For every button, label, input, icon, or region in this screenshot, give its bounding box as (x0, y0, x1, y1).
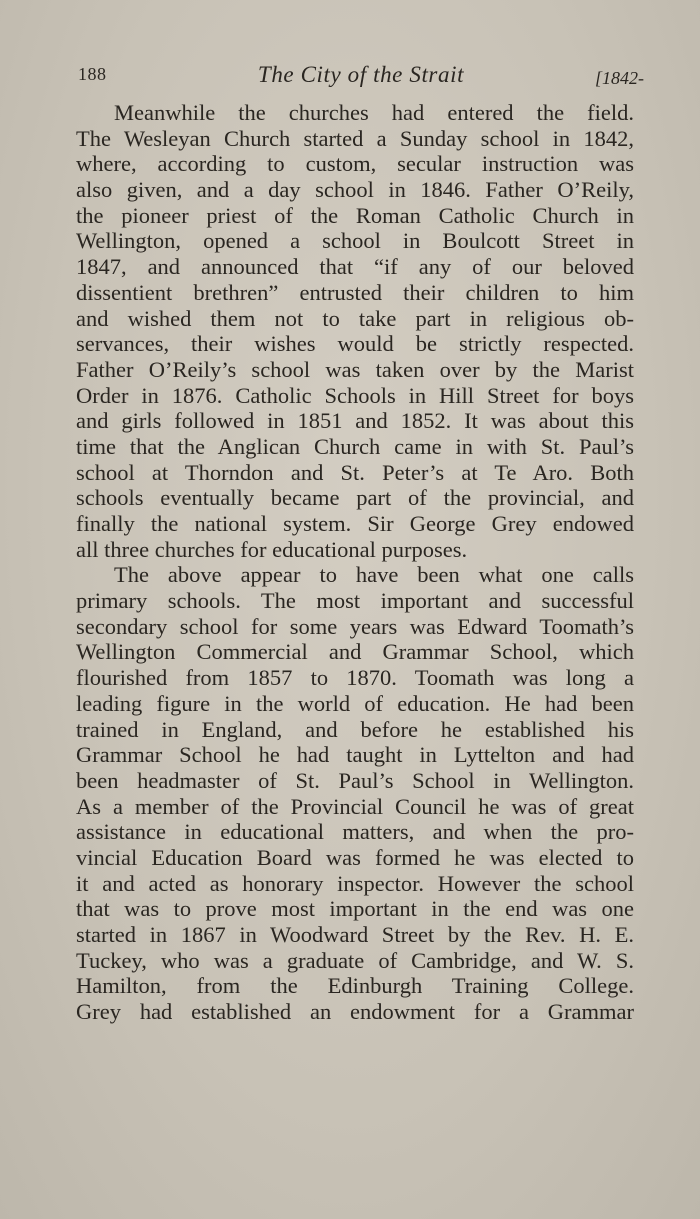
text-line: trained in England, and before he established his (76, 716, 634, 742)
page-header (78, 62, 644, 94)
text-line: leading figure in the world of education. He had been (76, 690, 634, 716)
text-line: time that the Anglican Church came in with St. Paul’s (76, 433, 634, 459)
text-line: assistance in educational matters, and when the pro- (76, 819, 634, 845)
text-line: The above appear to have been what one calls (114, 562, 634, 588)
text-line: Father O’Reily’s school was taken over by the Marist (76, 356, 634, 382)
text-line: flourished from 1857 to 1870. Toomath was long a (76, 665, 634, 691)
text-line: it and acted as honorary inspector. However the school (76, 870, 634, 896)
text-line: schools eventually became part of the provincial, and (76, 485, 634, 511)
text-line: finally the national system. Sir George Grey endowed (76, 511, 634, 536)
text-line: Grammar School he had taught in Lyttelton and had (76, 742, 634, 768)
body-text (76, 100, 634, 1025)
text-line: been headmaster of St. Paul’s School in Wellington. (76, 767, 634, 793)
text-line: Wellington, opened a school in Boulcott Street in (76, 228, 634, 254)
text-line: school at Thorndon and St. Peter’s at Te Aro. Both (76, 459, 634, 485)
text-line: Hamilton, from the Edinburgh Training College. (76, 973, 634, 999)
text-line: that was to prove most important in the end was one (76, 896, 634, 922)
text-line: the pioneer priest of the Roman Catholic Church in (76, 202, 634, 228)
text-line: servances, their wishes would be strictly respected. (76, 331, 634, 357)
text-line: all three churches for educational purposes. (76, 536, 468, 562)
text-line: 1847, and announced that “if any of our beloved (76, 254, 634, 280)
text-line: The Wesleyan Church started a Sunday school in 1842, (76, 125, 634, 151)
text-line: started in 1867 in Woodward Street by the Rev. H. E. (76, 922, 634, 947)
text-line: Meanwhile the churches had entered the field. (114, 100, 634, 125)
running-title: The City of the Strait (257, 62, 465, 87)
text-line: Wellington Commercial and Grammar School, which (76, 639, 634, 665)
text-line: secondary school for some years was Edward Toomath’s (76, 613, 634, 639)
text-line: vincial Education Board was formed he was elected to (76, 844, 634, 870)
date-marker: [1842- (595, 68, 644, 88)
text-line: As a member of the Provincial Council he was of great (76, 793, 634, 819)
text-line: Tuckey, who was a graduate of Cambridge, and W. S. (76, 947, 634, 973)
text-line: Order in 1876. Catholic Schools in Hill Street for boys (76, 382, 634, 408)
text-line: dissentient brethren” entrusted their children to him (76, 279, 634, 305)
text-line: and wished them not to take part in religious ob- (76, 305, 634, 331)
text-line: Grey had established an endowment for a Grammar (76, 999, 634, 1025)
page-number: 188 (78, 64, 107, 84)
text-line: and girls followed in 1851 and 1852. It was about this (76, 408, 634, 434)
text-line: primary schools. The most important and successful (76, 588, 634, 614)
text-line: also given, and a day school in 1846. Father O’Reily, (76, 177, 634, 203)
text-line: where, according to custom, secular instruction was (76, 151, 634, 177)
